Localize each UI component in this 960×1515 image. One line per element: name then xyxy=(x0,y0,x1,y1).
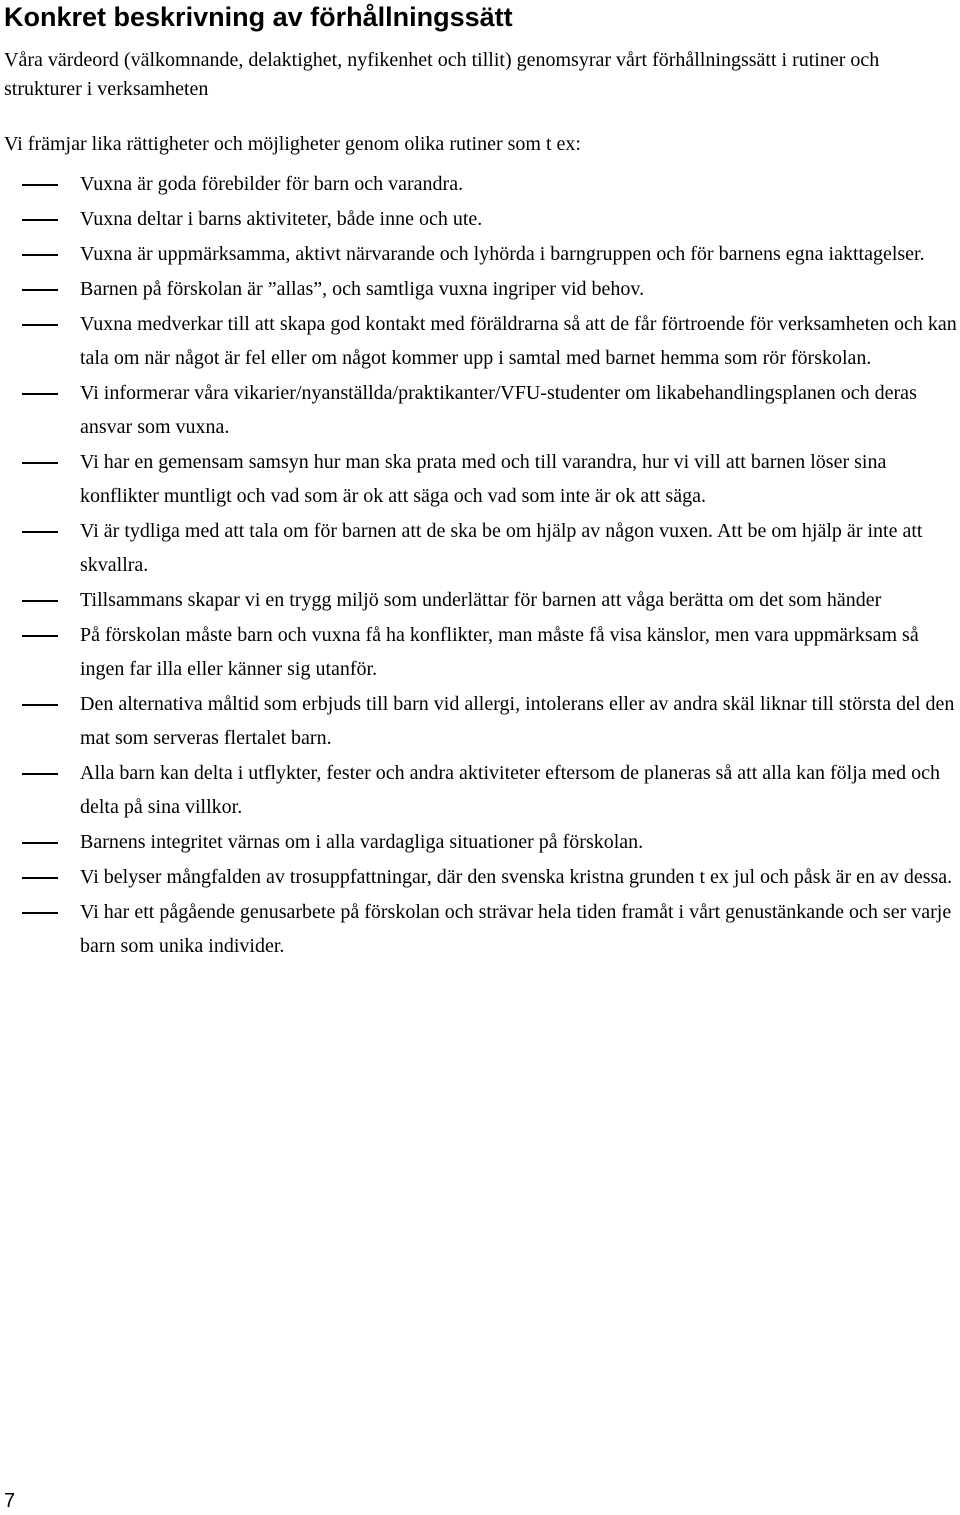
list-item-text: Vi belyser mångfalden av trosuppfattningar, där den svenska kristna grunden t ex jul och påsk är en av dessa. xyxy=(80,866,953,888)
list-item xyxy=(0,618,960,686)
list-item xyxy=(0,307,960,375)
dash-bullet-icon xyxy=(22,600,58,602)
page-number: 7 xyxy=(4,1490,16,1512)
list-item-text: Vuxna medverkar till att skapa god kontakt med föräldrarna så att de får förtroende för verksamheten och kan tala om när något är fel eller om något kommer upp i samtal med barnet hemma som rör förskolan. xyxy=(80,313,957,369)
dash-bullet-icon xyxy=(22,462,58,464)
list-item xyxy=(0,687,960,755)
dash-bullet-icon xyxy=(22,877,58,879)
dash-bullet-icon xyxy=(22,531,58,533)
list-item-text: Barnen på förskolan är ”allas”, och samtliga vuxna ingriper vid behov. xyxy=(80,278,645,300)
list-item-text: Den alternativa måltid som erbjuds till barn vid allergi, intolerans eller av andra skäl liknar till största del den mat som serveras flertalet barn. xyxy=(80,693,955,749)
list-item-text: På förskolan måste barn och vuxna få ha konflikter, man måste få visa känslor, men vara uppmärksam så ingen far illa eller känner sig utanför. xyxy=(80,624,919,680)
list-item-text: Vi informerar våra vikarier/nyanställda/praktikanter/VFU-studenter om likabehandlingsplanen och deras ansvar som vuxna. xyxy=(80,382,917,438)
list-item xyxy=(0,514,960,582)
list-item-text: Vuxna är uppmärksamma, aktivt närvarande och lyhörda i barngruppen och för barnens egna iakttagelser. xyxy=(80,243,925,265)
list-item-text: Vi har ett pågående genusarbete på förskolan och strävar hela tiden framåt i vårt genustänkande och ser varje barn som unika individer. xyxy=(80,901,952,957)
list-item xyxy=(0,756,960,824)
dash-bullet-icon xyxy=(22,254,58,256)
dash-bullet-icon xyxy=(22,635,58,637)
list-item xyxy=(0,376,960,444)
dash-bullet-icon xyxy=(22,393,58,395)
list-item xyxy=(0,583,960,617)
dash-bullet-icon xyxy=(22,773,58,775)
list-item xyxy=(0,860,960,894)
dash-bullet-icon xyxy=(22,704,58,706)
dash-bullet-icon xyxy=(22,842,58,844)
list-item-text: Vuxna är goda förebilder för barn och varandra. xyxy=(80,173,464,195)
list-item-text: Vi har en gemensam samsyn hur man ska prata med och till varandra, hur vi vill att barnen löser sina konflikter muntligt och vad som är ok att säga och vad som inte är ok att säga. xyxy=(80,451,887,507)
list-item xyxy=(0,272,960,306)
list-item-text: Vuxna deltar i barns aktiviteter, både inne och ute. xyxy=(80,208,483,230)
page-heading: Konkret beskrivning av förhållningssätt xyxy=(4,2,513,32)
list-item xyxy=(0,202,960,236)
dash-bullet-icon xyxy=(22,289,58,291)
list-item-text: Alla barn kan delta i utflykter, fester och andra aktiviteter eftersom de planeras så att alla kan följa med och delta på sina villkor. xyxy=(80,762,940,818)
list-item-text: Tillsammans skapar vi en trygg miljö som underlättar för barnen att våga berätta om det som händer xyxy=(80,589,882,611)
list-item xyxy=(0,445,960,513)
dash-bullet-icon xyxy=(22,219,58,221)
list-item xyxy=(0,895,960,963)
dash-bullet-icon xyxy=(22,184,58,186)
dash-bullet-icon xyxy=(22,324,58,326)
intro-paragraph: Våra värdeord (välkomnande, delaktighet, nyfikenhet och tillit) genomsyrar vårt förhållningssätt i rutiner och strukturer i verksamheten xyxy=(4,49,880,100)
list-item-text: Vi är tydliga med att tala om för barnen att de ska be om hjälp av någon vuxen. Att be om hjälp är inte att skvallra. xyxy=(80,520,923,576)
list-item xyxy=(0,167,960,201)
list-item-text: Barnens integritet värnas om i alla vardagliga situationer på förskolan. xyxy=(80,831,644,853)
dash-bullet-icon xyxy=(22,912,58,914)
bullet-list xyxy=(0,167,960,964)
list-item xyxy=(0,237,960,271)
list-item xyxy=(0,825,960,859)
lead-sentence: Vi främjar lika rättigheter och möjligheter genom olika rutiner som t ex: xyxy=(4,133,581,155)
